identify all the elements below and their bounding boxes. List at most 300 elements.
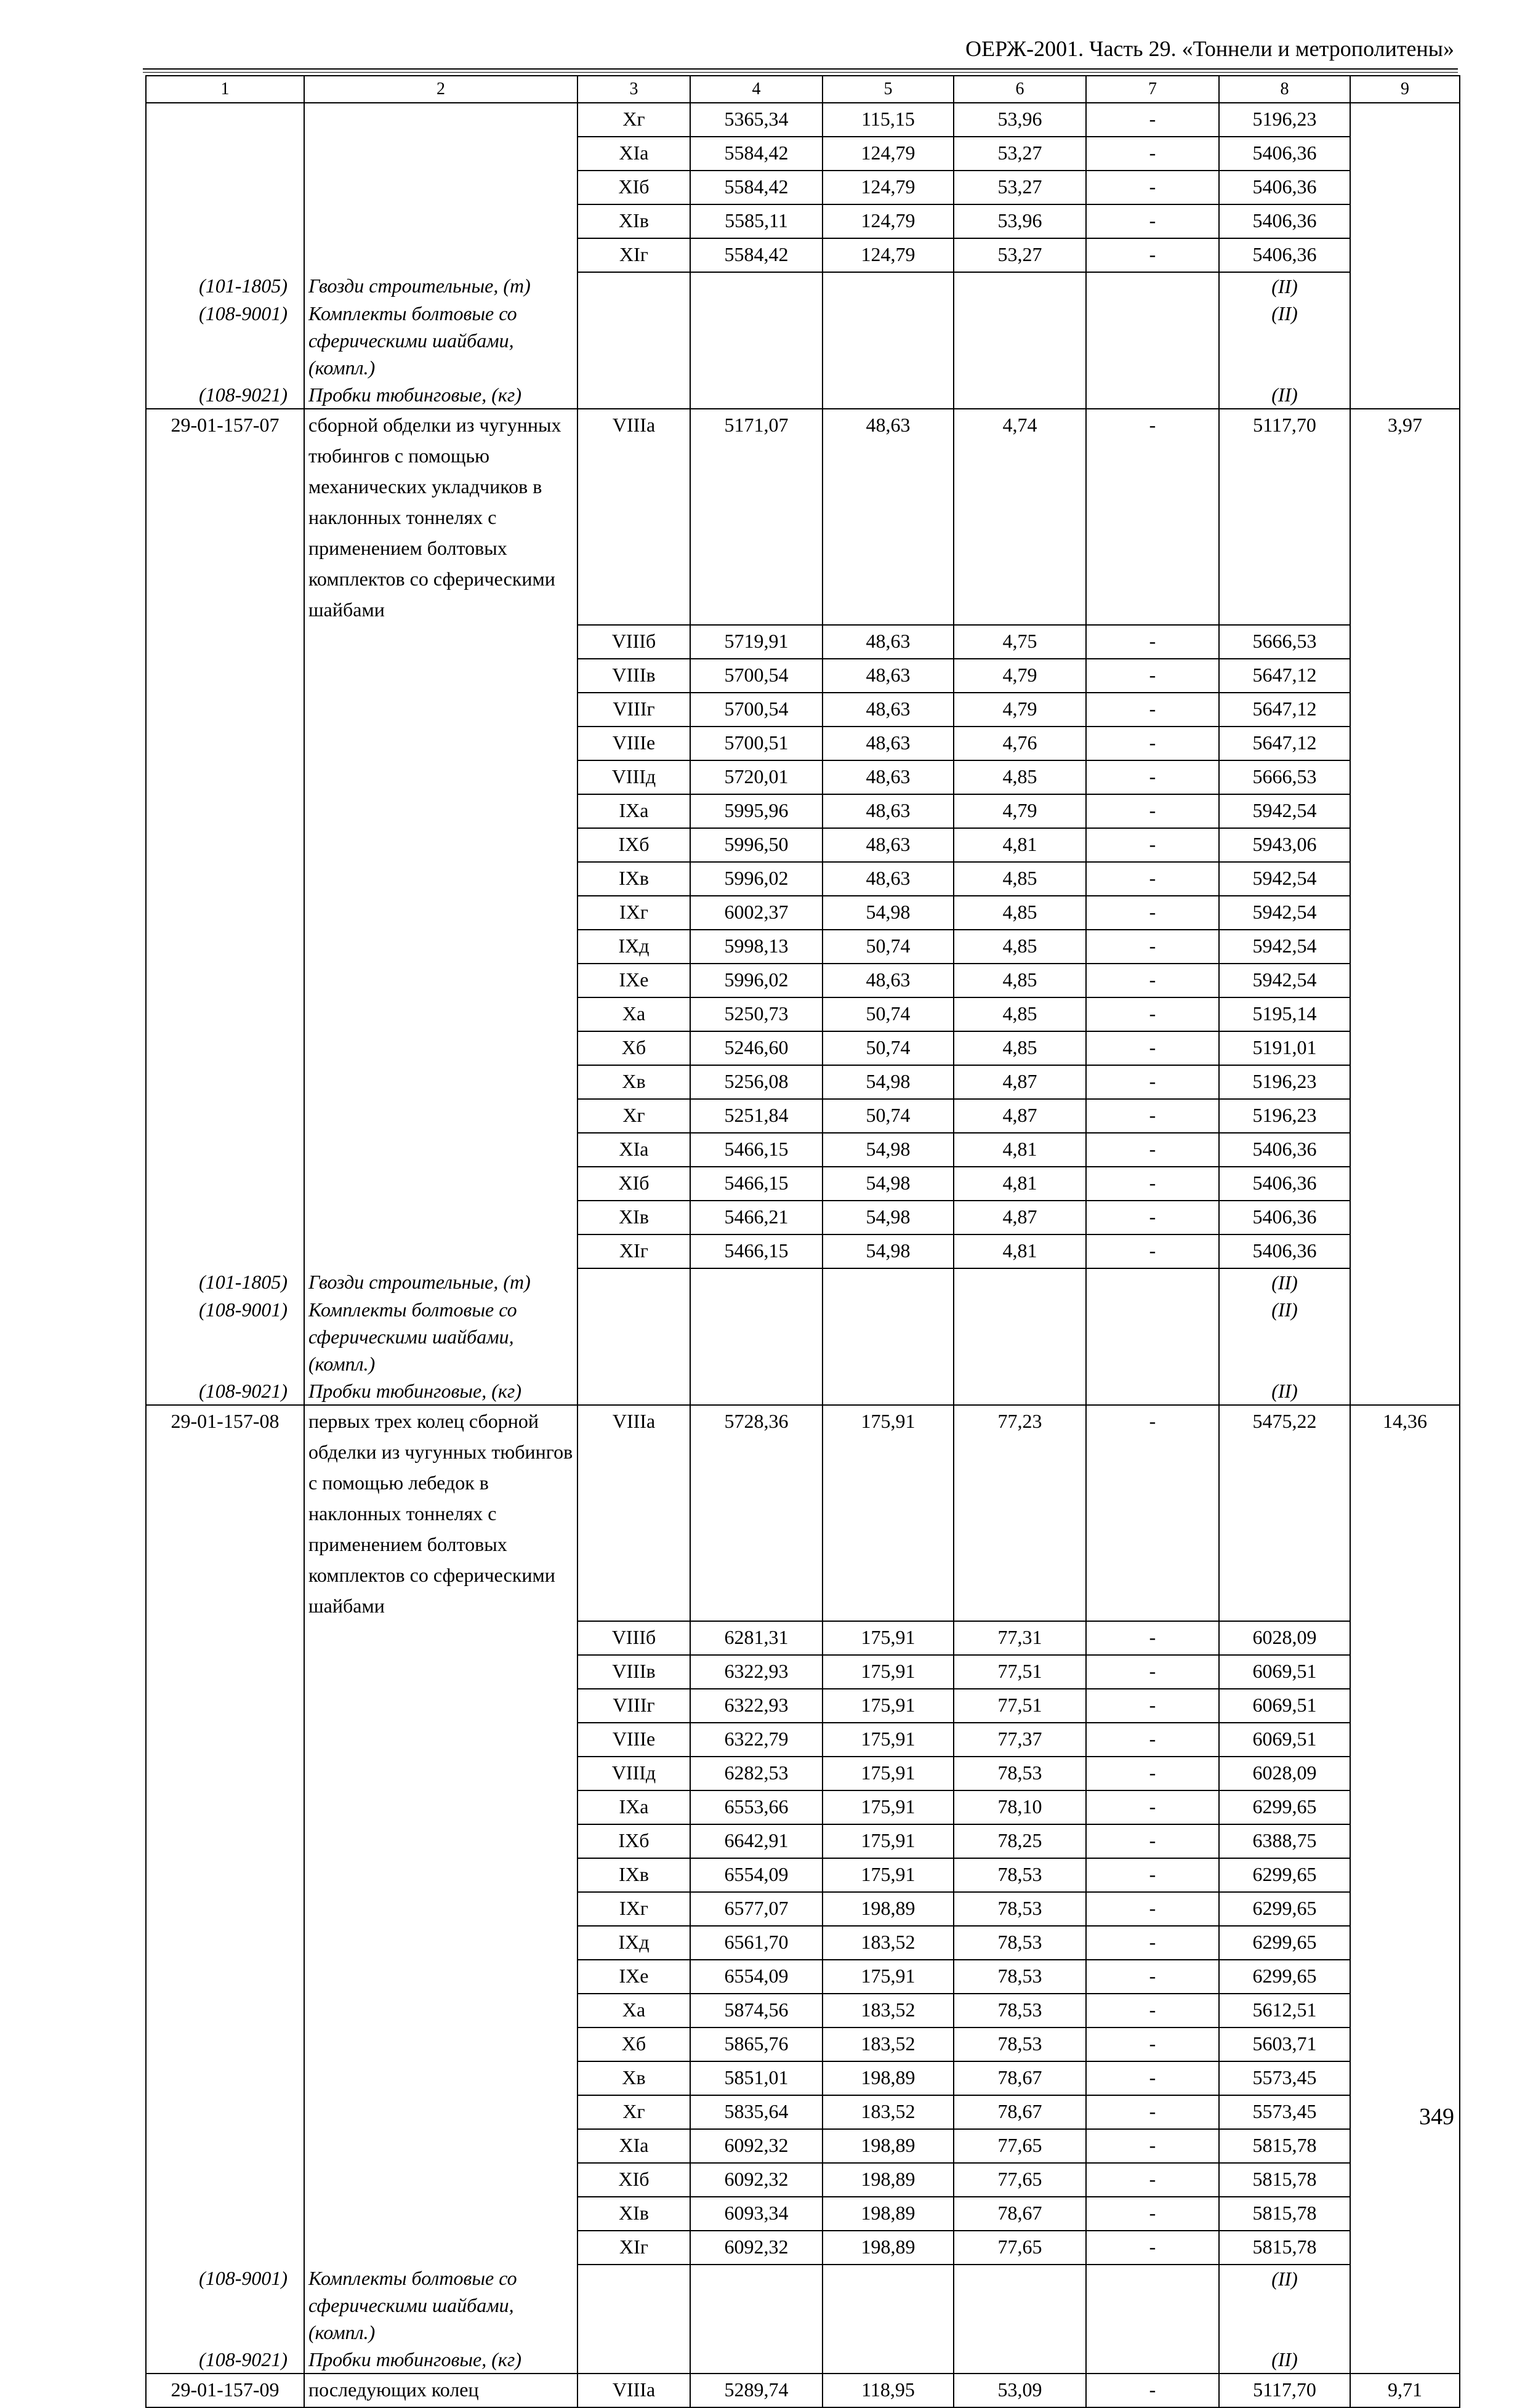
wages-cell: 54,98 xyxy=(823,1133,954,1167)
machine-cost-cell: 4,79 xyxy=(954,794,1086,828)
direct-cost-cell xyxy=(690,381,823,409)
driver-wages-cell: - xyxy=(1086,2197,1219,2231)
rate-code-cell: (108-9001) xyxy=(146,300,304,381)
wages-cell: 175,91 xyxy=(823,1824,954,1858)
driver-wages-cell xyxy=(1086,2346,1219,2374)
table-row xyxy=(146,2374,1460,2407)
labor-cell xyxy=(1350,727,1460,760)
wages-cell: 48,63 xyxy=(823,625,954,659)
driver-wages-cell xyxy=(1086,300,1219,381)
description-cell xyxy=(304,862,577,896)
category-cell xyxy=(577,1296,690,1377)
description-cell xyxy=(304,1926,577,1960)
category-cell xyxy=(577,1268,690,1296)
materials-cell: 5647,12 xyxy=(1219,727,1350,760)
rate-code-cell xyxy=(146,1960,304,1994)
direct-cost-cell: 6092,32 xyxy=(690,2163,823,2197)
labor-cell xyxy=(1350,1031,1460,1065)
description-cell xyxy=(304,2163,577,2197)
description-cell xyxy=(304,2129,577,2163)
driver-wages-cell: - xyxy=(1086,1201,1219,1234)
description-cell xyxy=(304,930,577,964)
direct-cost-cell: 5251,84 xyxy=(690,1099,823,1133)
category-cell: IXв xyxy=(577,1858,690,1892)
machine-cost-cell: 78,53 xyxy=(954,1994,1086,2027)
description-cell: Пробки тюбинговые, (кг) xyxy=(304,2346,577,2374)
materials-cell: 6028,09 xyxy=(1219,1621,1350,1655)
driver-wages-cell: - xyxy=(1086,760,1219,794)
labor-cell: 9,71 xyxy=(1350,2374,1460,2407)
machine-cost-cell: 4,81 xyxy=(954,1167,1086,1201)
labor-cell xyxy=(1350,2129,1460,2163)
driver-wages-cell: - xyxy=(1086,2061,1219,2095)
machine-cost-cell xyxy=(954,381,1086,409)
labor-cell xyxy=(1350,2231,1460,2265)
machine-cost-cell: 53,27 xyxy=(954,171,1086,204)
driver-wages-cell: - xyxy=(1086,625,1219,659)
driver-wages-cell: - xyxy=(1086,137,1219,171)
machine-cost-cell xyxy=(954,2265,1086,2346)
machine-cost-cell: 78,67 xyxy=(954,2061,1086,2095)
driver-wages-cell: - xyxy=(1086,1926,1219,1960)
materials-cell: 6069,51 xyxy=(1219,1655,1350,1689)
table-row xyxy=(146,1031,1460,1065)
wages-cell: 54,98 xyxy=(823,896,954,930)
table-row xyxy=(146,625,1460,659)
direct-cost-cell: 5995,96 xyxy=(690,794,823,828)
category-cell xyxy=(577,1377,690,1405)
rate-code-cell xyxy=(146,1234,304,1268)
direct-cost-cell: 5996,50 xyxy=(690,828,823,862)
machine-cost-cell xyxy=(954,1268,1086,1296)
machine-cost-cell: 4,76 xyxy=(954,727,1086,760)
direct-cost-cell: 6322,93 xyxy=(690,1689,823,1723)
labor-cell xyxy=(1350,1268,1460,1296)
direct-cost-cell: 6282,53 xyxy=(690,1757,823,1790)
column-header: 9 xyxy=(1350,76,1460,103)
table-row xyxy=(146,930,1460,964)
materials-cell: 5406,36 xyxy=(1219,238,1350,272)
description-cell xyxy=(304,659,577,693)
table-row xyxy=(146,1858,1460,1892)
rate-code-cell xyxy=(146,896,304,930)
category-cell: Xб xyxy=(577,1031,690,1065)
driver-wages-cell: - xyxy=(1086,2374,1219,2407)
materials-cell: 5666,53 xyxy=(1219,625,1350,659)
category-cell: XIв xyxy=(577,1201,690,1234)
table-row xyxy=(146,409,1460,625)
category-cell: IXе xyxy=(577,964,690,997)
labor-cell xyxy=(1350,2197,1460,2231)
machine-cost-cell xyxy=(954,2346,1086,2374)
labor-cell xyxy=(1350,794,1460,828)
rate-code-cell xyxy=(146,1892,304,1926)
table-row xyxy=(146,1201,1460,1234)
wages-cell: 124,79 xyxy=(823,204,954,238)
driver-wages-cell: - xyxy=(1086,1031,1219,1065)
rate-code-cell: 29-01-157-07 xyxy=(146,409,304,625)
wages-cell: 48,63 xyxy=(823,760,954,794)
category-cell: VIIIб xyxy=(577,1621,690,1655)
description-cell: Гвозди строительные, (т) xyxy=(304,1268,577,1296)
driver-wages-cell: - xyxy=(1086,204,1219,238)
rate-code-cell xyxy=(146,2197,304,2231)
labor-cell xyxy=(1350,2027,1460,2061)
materials-cell: 6069,51 xyxy=(1219,1689,1350,1723)
direct-cost-cell: 6093,34 xyxy=(690,2197,823,2231)
wages-cell: 175,91 xyxy=(823,1723,954,1757)
driver-wages-cell: - xyxy=(1086,1405,1219,1621)
driver-wages-cell: - xyxy=(1086,794,1219,828)
labor-cell xyxy=(1350,1723,1460,1757)
wages-cell: 175,91 xyxy=(823,1405,954,1621)
materials-cell: 5196,23 xyxy=(1219,103,1350,137)
description-cell xyxy=(304,1689,577,1723)
column-header: 1 xyxy=(146,76,304,103)
description-cell: Комплекты болтовые со сферическими шайбами, (компл.) xyxy=(304,1296,577,1377)
column-header: 2 xyxy=(304,76,577,103)
table-row xyxy=(146,2061,1460,2095)
wages-cell xyxy=(823,1377,954,1405)
category-cell: XIб xyxy=(577,1167,690,1201)
description-cell xyxy=(304,1757,577,1790)
rate-code-cell: (108-9001) xyxy=(146,2265,304,2346)
direct-cost-cell: 6577,07 xyxy=(690,1892,823,1926)
wages-cell: 50,74 xyxy=(823,1031,954,1065)
direct-cost-cell: 5700,54 xyxy=(690,659,823,693)
labor-cell xyxy=(1350,1133,1460,1167)
rate-code-cell xyxy=(146,1201,304,1234)
labor-cell xyxy=(1350,828,1460,862)
machine-cost-cell: 78,53 xyxy=(954,1858,1086,1892)
direct-cost-cell: 6554,09 xyxy=(690,1960,823,1994)
rate-code-cell xyxy=(146,137,304,171)
description-cell xyxy=(304,1892,577,1926)
table-row xyxy=(146,2027,1460,2061)
machine-cost-cell: 78,10 xyxy=(954,1790,1086,1824)
column-header: 8 xyxy=(1219,76,1350,103)
labor-cell xyxy=(1350,2265,1460,2346)
machine-cost-cell: 53,27 xyxy=(954,238,1086,272)
rate-code-cell xyxy=(146,2231,304,2265)
rates-table xyxy=(145,75,1460,2408)
direct-cost-cell: 5466,15 xyxy=(690,1133,823,1167)
rate-code-cell: (101-1805) xyxy=(146,1268,304,1296)
materials-cell: 5815,78 xyxy=(1219,2163,1350,2197)
machine-cost-cell: 77,65 xyxy=(954,2231,1086,2265)
wages-cell xyxy=(823,2265,954,2346)
materials-cell: 5942,54 xyxy=(1219,964,1350,997)
materials-cell: 6069,51 xyxy=(1219,1723,1350,1757)
driver-wages-cell: - xyxy=(1086,1655,1219,1689)
direct-cost-cell: 6561,70 xyxy=(690,1926,823,1960)
wages-cell: 48,63 xyxy=(823,794,954,828)
direct-cost-cell: 5256,08 xyxy=(690,1065,823,1099)
rate-code-cell xyxy=(146,1621,304,1655)
materials-cell: 5942,54 xyxy=(1219,794,1350,828)
wages-cell: 175,91 xyxy=(823,1757,954,1790)
labor-cell: 14,36 xyxy=(1350,1405,1460,1621)
description-cell: Пробки тюбинговые, (кг) xyxy=(304,381,577,409)
rate-code-cell xyxy=(146,930,304,964)
rate-code-cell xyxy=(146,1689,304,1723)
materials-cell: 6028,09 xyxy=(1219,1757,1350,1790)
wages-cell: 48,63 xyxy=(823,828,954,862)
driver-wages-cell: - xyxy=(1086,1757,1219,1790)
description-cell: Гвозди строительные, (т) xyxy=(304,272,577,300)
table-row xyxy=(146,1167,1460,1201)
driver-wages-cell: - xyxy=(1086,238,1219,272)
rate-code-cell xyxy=(146,2163,304,2197)
machine-cost-cell: 4,85 xyxy=(954,760,1086,794)
labor-cell xyxy=(1350,1757,1460,1790)
machine-cost-cell: 77,37 xyxy=(954,1723,1086,1757)
driver-wages-cell: - xyxy=(1086,693,1219,727)
category-cell: VIIIд xyxy=(577,1757,690,1790)
direct-cost-cell xyxy=(690,300,823,381)
driver-wages-cell: - xyxy=(1086,1892,1219,1926)
driver-wages-cell: - xyxy=(1086,1065,1219,1099)
category-cell: VIIIг xyxy=(577,693,690,727)
materials-cell: 5406,36 xyxy=(1219,1133,1350,1167)
direct-cost-cell xyxy=(690,1377,823,1405)
direct-cost-cell: 5996,02 xyxy=(690,964,823,997)
rate-code-cell xyxy=(146,103,304,137)
category-cell: XIг xyxy=(577,1234,690,1268)
rate-code-cell xyxy=(146,2129,304,2163)
direct-cost-cell: 6092,32 xyxy=(690,2231,823,2265)
materials-cell: 5573,45 xyxy=(1219,2095,1350,2129)
wages-cell: 175,91 xyxy=(823,1621,954,1655)
resource-row xyxy=(146,1268,1460,1296)
machine-cost-cell: 53,27 xyxy=(954,137,1086,171)
labor-cell xyxy=(1350,693,1460,727)
machine-cost-cell xyxy=(954,272,1086,300)
materials-cell: 6299,65 xyxy=(1219,1960,1350,1994)
table-row xyxy=(146,794,1460,828)
description-cell xyxy=(304,1167,577,1201)
wages-cell: 54,98 xyxy=(823,1201,954,1234)
machine-cost-cell: 77,65 xyxy=(954,2163,1086,2197)
direct-cost-cell: 5700,54 xyxy=(690,693,823,727)
description-cell: сборной обделки из чугунных тюбингов с помощью механических укладчиков в наклонных тоннелях с применением болтовых комплектов со сферическими шайбами xyxy=(304,409,577,625)
direct-cost-cell: 5466,15 xyxy=(690,1234,823,1268)
direct-cost-cell: 6553,66 xyxy=(690,1790,823,1824)
direct-cost-cell: 5584,42 xyxy=(690,137,823,171)
description-cell xyxy=(304,171,577,204)
category-cell: IXб xyxy=(577,828,690,862)
direct-cost-cell: 5865,76 xyxy=(690,2027,823,2061)
rate-code-cell: (108-9001) xyxy=(146,1296,304,1377)
table-row xyxy=(146,1926,1460,1960)
wages-cell: 48,63 xyxy=(823,693,954,727)
category-cell: IXг xyxy=(577,896,690,930)
driver-wages-cell: - xyxy=(1086,828,1219,862)
materials-cell: 5196,23 xyxy=(1219,1099,1350,1133)
wages-cell: 175,91 xyxy=(823,1790,954,1824)
direct-cost-cell: 5250,73 xyxy=(690,997,823,1031)
description-cell xyxy=(304,727,577,760)
description-cell xyxy=(304,1065,577,1099)
wages-cell: 175,91 xyxy=(823,1960,954,1994)
materials-cell: 5647,12 xyxy=(1219,693,1350,727)
driver-wages-cell: - xyxy=(1086,2095,1219,2129)
materials-cell: 5406,36 xyxy=(1219,1201,1350,1234)
rate-code-cell xyxy=(146,1926,304,1960)
wages-cell: 118,95 xyxy=(823,2374,954,2407)
driver-wages-cell: - xyxy=(1086,997,1219,1031)
header-rule xyxy=(143,68,1458,73)
table-row xyxy=(146,1994,1460,2027)
direct-cost-cell: 5246,60 xyxy=(690,1031,823,1065)
driver-wages-cell xyxy=(1086,381,1219,409)
machine-cost-cell: 4,75 xyxy=(954,625,1086,659)
materials-cell: 5406,36 xyxy=(1219,1167,1350,1201)
rate-code-cell xyxy=(146,1757,304,1790)
materials-cell: 5195,14 xyxy=(1219,997,1350,1031)
driver-wages-cell: - xyxy=(1086,409,1219,625)
materials-cell: 5942,54 xyxy=(1219,896,1350,930)
description-cell xyxy=(304,964,577,997)
materials-cell: (II) xyxy=(1219,272,1350,300)
category-cell: Xв xyxy=(577,1065,690,1099)
rate-code-cell xyxy=(146,1655,304,1689)
direct-cost-cell: 5584,42 xyxy=(690,171,823,204)
materials-cell: 5942,54 xyxy=(1219,930,1350,964)
description-cell xyxy=(304,2231,577,2265)
labor-cell xyxy=(1350,1099,1460,1133)
table-row xyxy=(146,727,1460,760)
table-row xyxy=(146,1790,1460,1824)
driver-wages-cell: - xyxy=(1086,2129,1219,2163)
rate-code-cell xyxy=(146,760,304,794)
labor-cell xyxy=(1350,2346,1460,2374)
machine-cost-cell: 78,53 xyxy=(954,1960,1086,1994)
rate-code-cell xyxy=(146,1858,304,1892)
machine-cost-cell: 78,53 xyxy=(954,2027,1086,2061)
labor-cell xyxy=(1350,930,1460,964)
category-cell: VIIIд xyxy=(577,760,690,794)
table-row xyxy=(146,1234,1460,1268)
table-row xyxy=(146,1960,1460,1994)
labor-cell xyxy=(1350,1858,1460,1892)
machine-cost-cell: 4,81 xyxy=(954,828,1086,862)
machine-cost-cell: 4,81 xyxy=(954,1133,1086,1167)
driver-wages-cell: - xyxy=(1086,171,1219,204)
description-cell xyxy=(304,1201,577,1234)
category-cell: Xг xyxy=(577,103,690,137)
resource-row xyxy=(146,1377,1460,1405)
description-cell: первых трех колец сборной обделки из чугунных тюбингов с помощью лебедок в наклонных тоннелях с применением болтовых комплектов со сферическими шайбами xyxy=(304,1405,577,1621)
description-cell xyxy=(304,997,577,1031)
table-row xyxy=(146,828,1460,862)
direct-cost-cell xyxy=(690,1296,823,1377)
rate-code-cell: 29-01-157-08 xyxy=(146,1405,304,1621)
wages-cell: 124,79 xyxy=(823,238,954,272)
direct-cost-cell: 5719,91 xyxy=(690,625,823,659)
page-number: 349 xyxy=(1419,2104,1454,2130)
table-row xyxy=(146,964,1460,997)
table-row xyxy=(146,103,1460,137)
labor-cell xyxy=(1350,1296,1460,1377)
direct-cost-cell: 5466,21 xyxy=(690,1201,823,1234)
labor-cell xyxy=(1350,964,1460,997)
category-cell: IXб xyxy=(577,1824,690,1858)
labor-cell xyxy=(1350,2061,1460,2095)
category-cell: XIв xyxy=(577,2197,690,2231)
driver-wages-cell: - xyxy=(1086,896,1219,930)
direct-cost-cell: 6002,37 xyxy=(690,896,823,930)
materials-cell: 6299,65 xyxy=(1219,1858,1350,1892)
rate-code-cell xyxy=(146,1065,304,1099)
category-cell: XIа xyxy=(577,137,690,171)
rate-code-cell: (108-9021) xyxy=(146,1377,304,1405)
category-cell: VIIIв xyxy=(577,1655,690,1689)
driver-wages-cell: - xyxy=(1086,1167,1219,1201)
column-header: 4 xyxy=(690,76,823,103)
materials-cell: 5191,01 xyxy=(1219,1031,1350,1065)
labor-cell xyxy=(1350,103,1460,137)
materials-cell: (II) xyxy=(1219,2265,1350,2346)
wages-cell: 183,52 xyxy=(823,2027,954,2061)
wages-cell: 198,89 xyxy=(823,2231,954,2265)
machine-cost-cell: 77,51 xyxy=(954,1655,1086,1689)
rate-code-cell xyxy=(146,2061,304,2095)
machine-cost-cell: 4,87 xyxy=(954,1065,1086,1099)
direct-cost-cell xyxy=(690,1268,823,1296)
column-header: 3 xyxy=(577,76,690,103)
materials-cell: 5815,78 xyxy=(1219,2231,1350,2265)
labor-cell xyxy=(1350,137,1460,171)
rate-code-cell xyxy=(146,659,304,693)
materials-cell: 5406,36 xyxy=(1219,171,1350,204)
driver-wages-cell: - xyxy=(1086,930,1219,964)
table-row xyxy=(146,2095,1460,2129)
table-row xyxy=(146,1621,1460,1655)
description-cell xyxy=(304,896,577,930)
driver-wages-cell: - xyxy=(1086,1234,1219,1268)
rate-code-cell xyxy=(146,1824,304,1858)
table-row xyxy=(146,1723,1460,1757)
table-row xyxy=(146,997,1460,1031)
materials-cell: (II) xyxy=(1219,1296,1350,1377)
driver-wages-cell: - xyxy=(1086,659,1219,693)
category-cell: VIIIа xyxy=(577,2374,690,2407)
description-cell xyxy=(304,760,577,794)
wages-cell: 48,63 xyxy=(823,409,954,625)
table-row xyxy=(146,693,1460,727)
machine-cost-cell: 4,85 xyxy=(954,896,1086,930)
rate-code-cell xyxy=(146,238,304,272)
driver-wages-cell: - xyxy=(1086,2163,1219,2197)
category-cell: XIб xyxy=(577,171,690,204)
wages-cell: 115,15 xyxy=(823,103,954,137)
driver-wages-cell: - xyxy=(1086,1099,1219,1133)
wages-cell: 198,89 xyxy=(823,2163,954,2197)
table-row xyxy=(146,862,1460,896)
materials-cell: 5666,53 xyxy=(1219,760,1350,794)
description-cell xyxy=(304,1858,577,1892)
driver-wages-cell xyxy=(1086,1377,1219,1405)
wages-cell: 54,98 xyxy=(823,1167,954,1201)
description-cell xyxy=(304,828,577,862)
wages-cell xyxy=(823,381,954,409)
wages-cell: 198,89 xyxy=(823,2197,954,2231)
table-row xyxy=(146,137,1460,171)
rates-table-container xyxy=(145,75,1459,2408)
materials-cell: 6299,65 xyxy=(1219,1790,1350,1824)
table-row xyxy=(146,1099,1460,1133)
